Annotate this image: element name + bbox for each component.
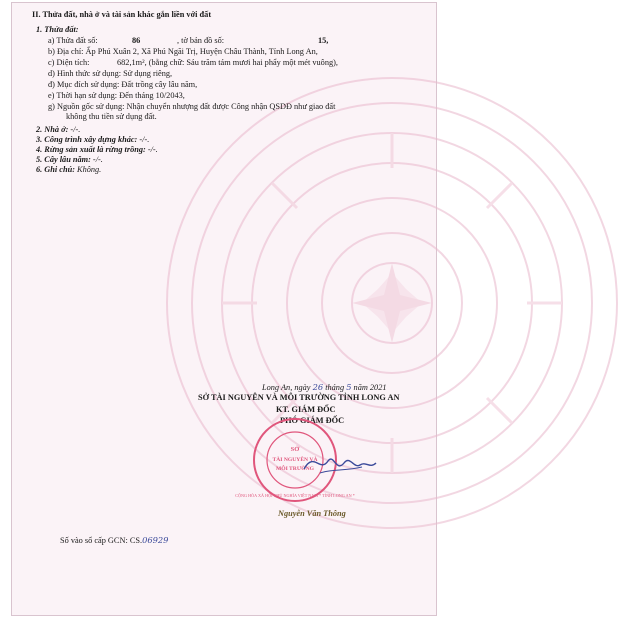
svg-text:MÔI TRƯỜNG: MÔI TRƯỜNG <box>275 466 315 472</box>
usage-term: e) Thời hạn sử dụng: Đến tháng 10/2043, <box>48 91 185 100</box>
svg-text:SỞ: SỞ <box>290 446 300 453</box>
usage-origin-continued: không thu tiền sử dụng đất. <box>66 112 157 121</box>
svg-text:CỘNG HÒA XÃ HỘI CHỦ NGHĨA VIỆT: CỘNG HÒA XÃ HỘI CHỦ NGHĨA VIỆT NAM * TỈNH LONG AN * <box>235 493 355 498</box>
registry-number: Số vào sổ cấp GCN: CS.06929 <box>60 535 169 545</box>
address: b) Địa chỉ: Ấp Phú Xuân 2, Xã Phú Ngãi Trị, Huyện Châu Thành, Tỉnh Long An, <box>48 47 318 56</box>
area-label: c) Diện tích: <box>48 58 90 67</box>
parcel-label: a) Thửa đất số: <box>48 36 98 45</box>
other-item-note: 6. Ghi chú: Không. <box>36 165 102 174</box>
other-item-house: 2. Nhà ở: -/-. <box>36 125 81 134</box>
for-director: KT. GIÁM ĐỐC <box>276 405 336 414</box>
usage-purpose: đ) Mục đích sử dụng: Đất trồng cây lâu năm, <box>48 80 198 89</box>
section-title: II. Thửa đất, nhà ở và tài sản khác gắn liền với đất <box>32 10 212 19</box>
handwritten-signature <box>300 443 380 483</box>
parcel-number: 86 <box>132 36 141 45</box>
map-sheet-label: , tờ bản đồ số: <box>177 36 225 45</box>
other-item-perennial: 5. Cây lâu năm: -/-. <box>36 155 103 164</box>
issuing-authority: SỞ TÀI NGUYÊN VÀ MÔI TRƯỜNG TỈNH LONG AN <box>198 393 400 402</box>
svg-text:TÀI NGUYÊN VÀ: TÀI NGUYÊN VÀ <box>272 457 318 463</box>
deputy-director: PHÓ GIÁM ĐỐC <box>280 416 345 425</box>
usage-form: d) Hình thức sử dụng: Sử dụng riêng, <box>48 69 173 78</box>
certificate-page <box>11 2 437 616</box>
map-sheet-number: 15, <box>318 36 329 45</box>
place-date: Long An, ngày 26 tháng 5 năm 2021 <box>262 382 387 392</box>
other-item-forest: 4. Rừng sản xuất là rừng trồng: -/-. <box>36 145 158 154</box>
land-heading: 1. Thửa đất: <box>36 25 79 34</box>
other-item-construction: 3. Công trình xây dựng khác: -/-. <box>36 135 150 144</box>
area-value: 682,1m², (bằng chữ: Sáu trăm tám mươi hai phẩy một mét vuông), <box>117 58 338 67</box>
usage-origin: g) Nguồn gốc sử dụng: Nhận chuyển nhượng đất được Công nhận QSDĐ như giao đất <box>48 102 336 111</box>
signer-name: Nguyễn Văn Thông <box>278 509 346 518</box>
